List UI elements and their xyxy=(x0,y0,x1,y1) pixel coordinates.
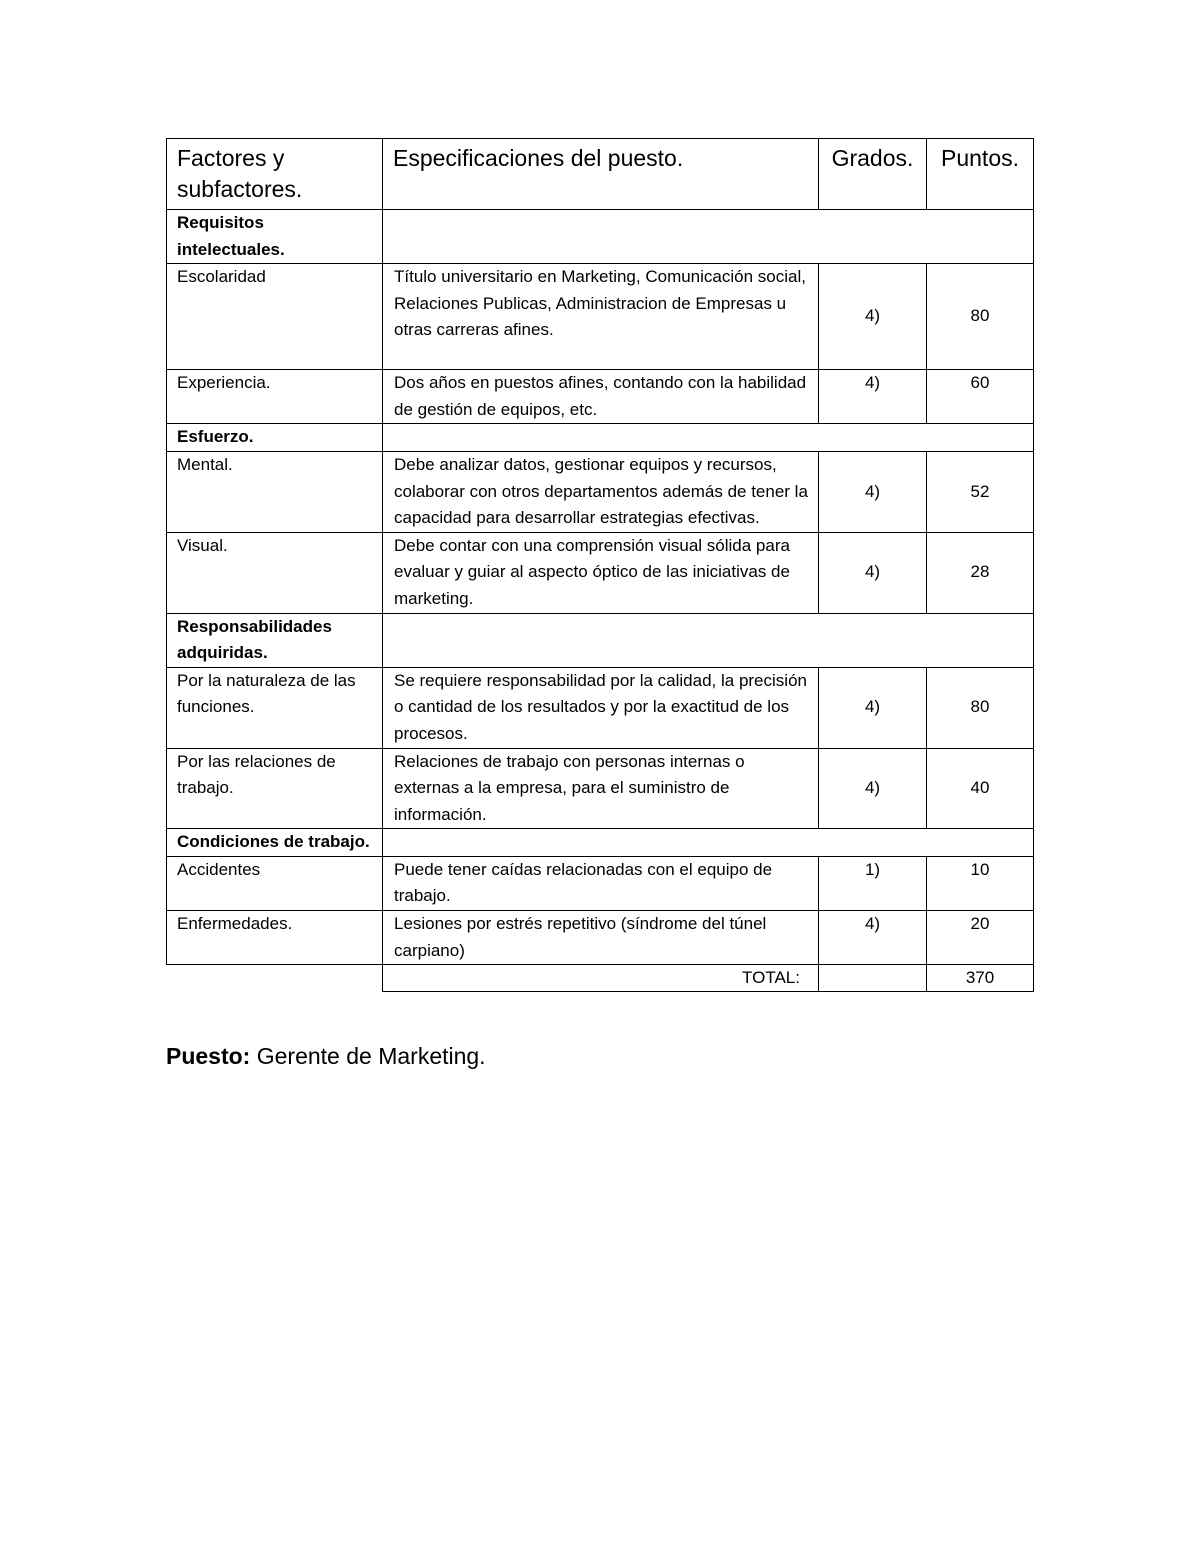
header-factors: Factores y subfactores. xyxy=(167,139,383,210)
table-header-row xyxy=(167,139,1034,210)
spec-cell: Lesiones por estrés repetitivo (síndrome del túnel carpiano) xyxy=(383,911,819,965)
points-cell: 28 xyxy=(927,532,1034,613)
factor-cell: Escolaridad xyxy=(167,264,383,370)
header-grades: Grados. xyxy=(819,139,927,210)
table-row xyxy=(167,532,1034,613)
section-title: Esfuerzo. xyxy=(167,424,383,452)
grade-cell: 4) xyxy=(819,748,927,829)
caption-value: Gerente de Marketing. xyxy=(250,1043,486,1069)
spec-cell: Relaciones de trabajo con personas internas o externas a la empresa, para el suministro de información. xyxy=(383,748,819,829)
caption-label: Puesto: xyxy=(166,1043,251,1069)
total-points-cell: 370 xyxy=(927,965,1034,992)
points-cell: 40 xyxy=(927,748,1034,829)
table-row xyxy=(167,264,1034,370)
spec-cell: Debe analizar datos, gestionar equipos y recursos, colaborar con otros departamentos además de tener la capacidad para desarrollar estrategias efectivas. xyxy=(383,451,819,532)
table-row xyxy=(167,451,1034,532)
points-cell: 60 xyxy=(927,370,1034,424)
table-row xyxy=(167,748,1034,829)
factor-cell: Mental. xyxy=(167,451,383,532)
factor-cell: Por las relaciones de trabajo. xyxy=(167,748,383,829)
grade-cell: 4) xyxy=(819,667,927,748)
section-row xyxy=(167,613,1034,667)
spec-cell: Dos años en puestos afines, contando con la habilidad de gestión de equipos, etc. xyxy=(383,370,819,424)
job-title-caption xyxy=(166,1039,486,1073)
total-label: TOTAL: xyxy=(383,965,819,992)
points-cell: 10 xyxy=(927,856,1034,910)
grade-cell: 4) xyxy=(819,451,927,532)
total-blank-cell xyxy=(167,965,383,992)
section-spacer xyxy=(383,210,1034,264)
section-spacer xyxy=(383,829,1034,857)
factor-cell: Experiencia. xyxy=(167,370,383,424)
section-spacer xyxy=(383,424,1034,452)
total-grade-cell xyxy=(819,965,927,992)
spec-cell: Título universitario en Marketing, Comunicación social, Relaciones Publicas, Administracion de Empresas u otras carreras afines. xyxy=(383,264,819,370)
table-row xyxy=(167,667,1034,748)
points-cell: 20 xyxy=(927,911,1034,965)
spec-cell: Debe contar con una comprensión visual sólida para evaluar y guiar al aspecto óptico de las iniciativas de marketing. xyxy=(383,532,819,613)
job-evaluation-table xyxy=(166,138,1034,992)
factor-cell: Enfermedades. xyxy=(167,911,383,965)
section-spacer xyxy=(383,613,1034,667)
table-row xyxy=(167,370,1034,424)
grade-cell: 1) xyxy=(819,856,927,910)
section-row xyxy=(167,210,1034,264)
grade-cell: 4) xyxy=(819,370,927,424)
section-title: Requisitos intelectuales. xyxy=(167,210,383,264)
section-row xyxy=(167,829,1034,857)
spec-cell: Puede tener caídas relacionadas con el equipo de trabajo. xyxy=(383,856,819,910)
section-title: Condiciones de trabajo. xyxy=(167,829,383,857)
grade-cell: 4) xyxy=(819,264,927,370)
header-specs: Especificaciones del puesto. xyxy=(383,139,819,210)
header-points: Puntos. xyxy=(927,139,1034,210)
factor-cell: Accidentes xyxy=(167,856,383,910)
section-row xyxy=(167,424,1034,452)
points-cell: 80 xyxy=(927,667,1034,748)
factor-cell: Por la naturaleza de las funciones. xyxy=(167,667,383,748)
points-cell: 52 xyxy=(927,451,1034,532)
points-cell: 80 xyxy=(927,264,1034,370)
grade-cell: 4) xyxy=(819,911,927,965)
grade-cell: 4) xyxy=(819,532,927,613)
factor-cell: Visual. xyxy=(167,532,383,613)
total-row xyxy=(167,965,1034,992)
table-row xyxy=(167,911,1034,965)
table-row xyxy=(167,856,1034,910)
section-title: Responsabilidades adquiridas. xyxy=(167,613,383,667)
spec-cell: Se requiere responsabilidad por la calidad, la precisión o cantidad de los resultados y por la exactitud de los procesos. xyxy=(383,667,819,748)
